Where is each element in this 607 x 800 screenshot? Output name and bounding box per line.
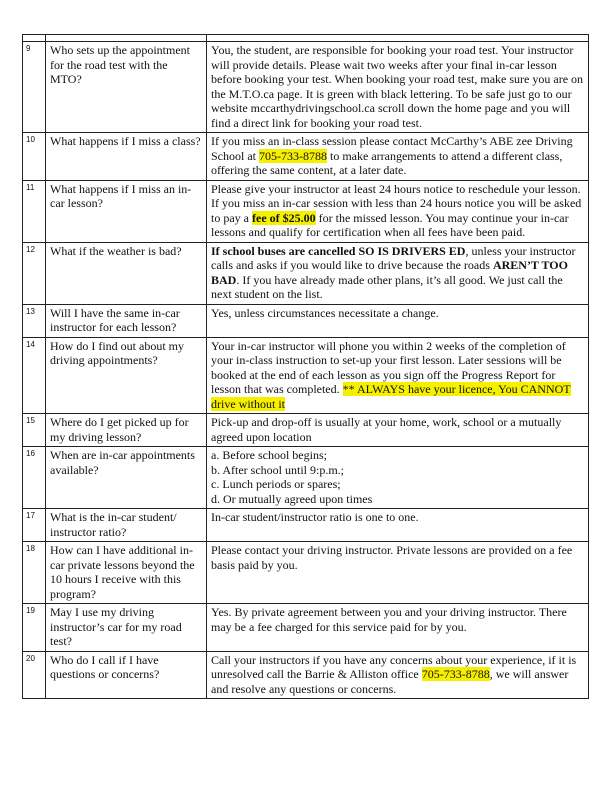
question-number: 18 (23, 542, 46, 604)
answer-segment: You, the student, are responsible for booking your road test. Your instructor will provide details. Please wait two weeks after your final in-car lesson before booking your test. When booking your road test, make sure you are on the M.T.O.ca page. It is green with black lettering. To be safe just go to our website mccarthydrivingschool.ca scroll down the home page and you will find a direct link for booking your road test. (211, 43, 584, 130)
answer-segment: . If you have already made other plans, it’s all good. We just call the next student on the list. (211, 272, 563, 301)
question-text: Who sets up the appointment for the road test with the MTO? (46, 42, 207, 133)
question-text: Will I have the same in-car instructor for each lesson? (46, 304, 207, 337)
table-row (23, 133, 589, 181)
question-text: What happens if I miss a class? (46, 133, 207, 181)
answer-text (207, 304, 589, 337)
answer-segment: a. Before school begins; (211, 448, 327, 462)
highlighted-text: 705-733-8788 (421, 667, 490, 681)
answer-text (207, 604, 589, 652)
answer-segment: Please contact your driving instructor. Private lessons are provided on a fee basis paid by you. (211, 543, 573, 572)
question-text: May I use my driving instructor’s car for my road test? (46, 604, 207, 652)
question-number: 16 (23, 447, 46, 509)
answer-text (207, 42, 589, 133)
answer-text (207, 337, 589, 414)
table-row (23, 509, 589, 542)
question-text: What if the weather is bad? (46, 242, 207, 304)
table-row (23, 604, 589, 652)
answer-segment: If school buses are cancelled SO IS DRIVERS ED (211, 243, 466, 258)
table-row (23, 242, 589, 304)
answer-segment: If you miss an in-class session please contact McCarthy’s ABE zee Driving School at (211, 134, 573, 163)
answer-text (207, 447, 589, 509)
question-number: 10 (23, 133, 46, 181)
question-number: 12 (23, 242, 46, 304)
answer-text (207, 242, 589, 304)
answer-segment: Yes, unless circumstances necessitate a change. (211, 305, 439, 320)
question-text: How do I find out about my driving appointments? (46, 337, 207, 414)
faq-table (22, 34, 589, 699)
question-text: How can I have additional in-car private lessons beyond the 10 hours I receive with this program? (46, 542, 207, 604)
answer-segment: for the missed lesson. You may continue your in-car lessons and qualify for certification when all fees have been paid. (211, 210, 569, 239)
question-text: What happens if I miss an in-car lesson? (46, 180, 207, 242)
question-text: When are in-car appointments available? (46, 447, 207, 509)
table-row (23, 651, 589, 699)
question-number: 11 (23, 180, 46, 242)
answer-text (207, 651, 589, 699)
answer-text (207, 509, 589, 542)
answer-segment: , unless your instructor calls and asks if you would like to drive because the roads (211, 243, 576, 272)
answer-segment: b. After school until 9:p.m.; (211, 462, 344, 477)
question-number: 13 (23, 304, 46, 337)
table-row (23, 542, 589, 604)
question-text: Who do I call if I have questions or concerns? (46, 651, 207, 699)
question-text: What is the in-car student/ instructor ratio? (46, 509, 207, 542)
question-number: 20 (23, 651, 46, 699)
answer-segment: to make arrangements to attend a different class, offering the same content, at a later date. (211, 148, 563, 177)
highlighted-text: 705-733-8788 (259, 148, 327, 163)
table-row (23, 304, 589, 337)
table-row (23, 414, 589, 447)
table-top-blank-row (23, 35, 589, 42)
answer-text (207, 180, 589, 242)
question-text: Where do I get picked up for my driving lesson? (46, 414, 207, 447)
answer-text (207, 414, 589, 447)
question-number: 17 (23, 509, 46, 542)
question-number: 15 (23, 414, 46, 447)
highlighted-text: fee of $25.00 (252, 210, 316, 225)
answer-text (207, 133, 589, 181)
table-row (23, 337, 589, 414)
answer-segment: Yes. By private agreement between you and your driving instructor. There may be a fee charged for this service paid for by you. (211, 605, 567, 634)
table-row (23, 42, 589, 133)
table-row (23, 447, 589, 509)
answer-segment: Your in-car instructor will phone you within 2 weeks of the completion of your in-class instruction to set-up your first lesson. Later sessions will be booked at the end of each lesson as you sign off the Progress Report for lesson that was completed. (211, 338, 566, 396)
answer-segment: d. Or mutually agreed upon times (211, 491, 373, 506)
answer-segment: AREN’T TOO BAD (211, 258, 568, 287)
question-number: 9 (23, 42, 46, 133)
table-row (23, 180, 589, 242)
answer-segment: Pick-up and drop-off is usually at your home, work, school or a mutually agreed upon location (211, 415, 562, 444)
highlighted-text: ** ALWAYS have your licence, You CANNOT drive without it (211, 382, 571, 411)
answer-segment: Please give your instructor at least 24 hours notice to reschedule your lesson. If you miss an in-car session with less than 24 hours notice you will be asked to pay a (211, 181, 582, 225)
question-number: 14 (23, 337, 46, 414)
answer-text (207, 542, 589, 604)
answer-segment: Call your instructors if you have any concerns about your experience, if it is unresolved call the Barrie & Alliston office (211, 652, 577, 681)
question-number: 19 (23, 604, 46, 652)
answer-segment: , we will answer and resolve any questions or concerns. (211, 667, 569, 696)
answer-segment: c. Lunch periods or spares; (211, 477, 341, 491)
answer-segment: In-car student/instructor ratio is one to one. (211, 510, 419, 524)
